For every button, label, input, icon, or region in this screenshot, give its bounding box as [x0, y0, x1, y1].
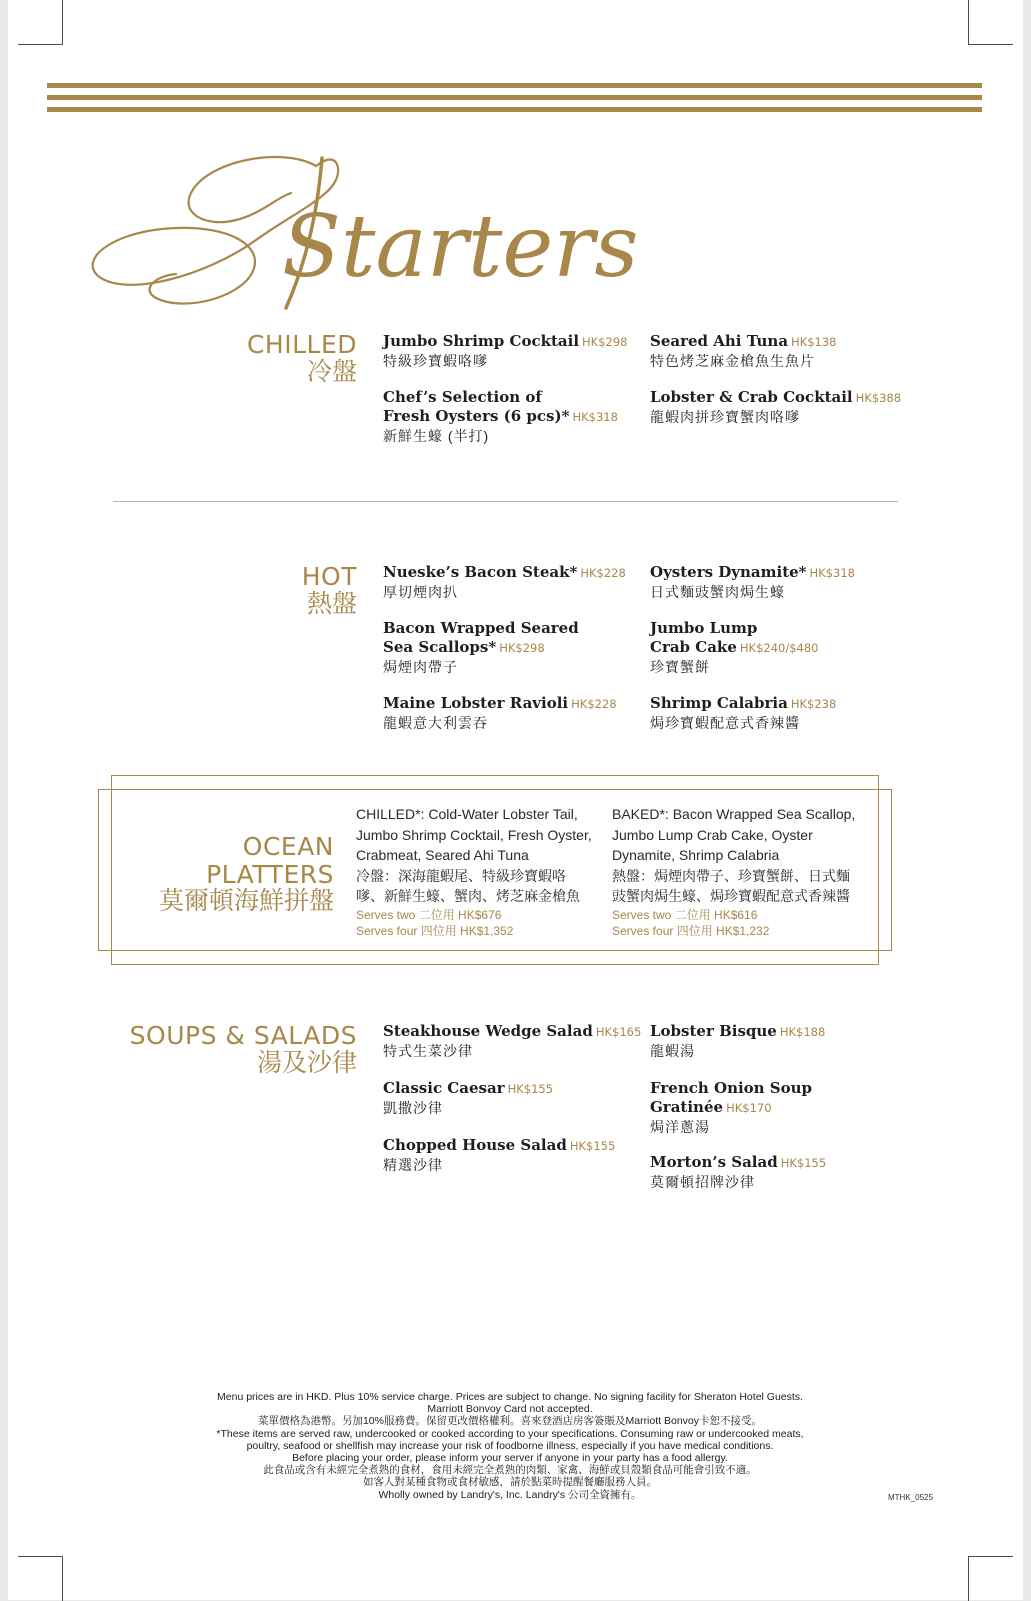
platter-chilled: [356, 804, 601, 939]
menu-item: [383, 1136, 615, 1174]
item-name-zh: 焗珍寶蝦配意式香辣醬: [650, 715, 800, 732]
menu-item: [383, 388, 618, 445]
item-name: French Onion Soup: [650, 1079, 813, 1097]
item-name: Seared Ahi Tuna: [650, 332, 789, 350]
platter-line-zh: 豉蟹肉焗生蠔、焗珍寶蝦配意式香辣醬: [612, 888, 850, 904]
platter-serves-two: Serves two 二位用 HK$616: [612, 907, 758, 922]
menu-item: [650, 1153, 826, 1191]
item-name-zh: 日式麵豉蟹肉焗生蠔: [650, 584, 785, 601]
menu-item: [383, 332, 628, 370]
starters-title: [86, 148, 639, 323]
item-price: HK$238: [790, 697, 837, 711]
section-label-en: SOUPS & SALADS: [129, 1021, 357, 1050]
item-name: Fresh Oysters (6 pcs)*: [383, 407, 570, 426]
footer-line: Wholly owned by Landry's, Inc. Landry's 公司全資擁有。: [378, 1488, 642, 1501]
platter-line: BAKED*: Bacon Wrapped Sea Scallop,: [612, 806, 856, 822]
item-name: Crab Cake: [650, 638, 737, 657]
crop-mark-bottom-right: [968, 1556, 1013, 1601]
item-price: HK$228: [571, 697, 617, 711]
item-name-zh: 龍蝦意大利雲吞: [383, 715, 488, 732]
header-rule: [47, 83, 982, 88]
menu-code: MTHK_0525: [888, 1493, 933, 1502]
menu-item: [650, 1079, 812, 1136]
item-name: Maine Lobster Ravioli: [383, 694, 569, 712]
platter-line: Jumbo Shrimp Cocktail, Fresh Oyster,: [356, 826, 592, 843]
item-name-zh: 莫爾頓招牌沙律: [650, 1174, 755, 1191]
platter-line: Crabmeat, Seared Ahi Tuna: [356, 847, 529, 863]
section-label-platters: [110, 833, 334, 916]
footer-line: *These items are served raw, undercooked or cooked according to your specifications. Consuming raw or undercooked meats,: [216, 1427, 804, 1440]
item-name-zh: 精選沙律: [383, 1157, 443, 1174]
item-price: HK$240/$480: [739, 641, 819, 656]
section-label-en: OCEAN PLATTERS: [206, 832, 334, 889]
item-name-zh: 厚切煙肉扒: [383, 584, 458, 601]
menu-item: [650, 332, 837, 370]
item-price: HK$318: [572, 410, 618, 425]
footer-line: poultry, seafood or shellfish may increase your risk of foodborne illness, especially if you have medical conditions.: [246, 1439, 774, 1452]
menu-item: [650, 1022, 825, 1060]
item-name-zh: 特式生菜沙律: [383, 1043, 473, 1060]
item-name: Jumbo Shrimp Cocktail: [383, 332, 580, 350]
item-price: HK$188: [779, 1025, 826, 1039]
platter-line: CHILLED*: Cold-Water Lobster Tail,: [356, 806, 578, 822]
item-name: Oysters Dynamite*: [650, 563, 807, 581]
platter-line: Dynamite, Shrimp Calabria: [612, 847, 780, 863]
item-price: HK$298: [582, 335, 628, 349]
platter-line: Jumbo Lump Crab Cake, Oyster: [612, 826, 813, 843]
item-name: Gratinée: [650, 1098, 724, 1117]
platter-baked: [612, 804, 874, 939]
item-name-zh: 珍寶蟹餅: [650, 659, 710, 676]
item-name: Sea Scallops*: [383, 638, 497, 657]
item-price: HK$155: [507, 1082, 554, 1096]
menu-item: [650, 563, 855, 601]
menu-item: [650, 388, 901, 426]
item-name-zh: 特色烤芝麻金槍魚生魚片: [650, 353, 815, 370]
item-name-zh: 焗煙肉帶子: [383, 659, 458, 676]
footer-line: Marriott Bonvoy Card not accepted.: [427, 1403, 593, 1416]
item-price: HK$155: [569, 1139, 616, 1153]
section-label-en: HOT: [301, 562, 357, 591]
section-label-hot: [200, 563, 357, 618]
item-price: HK$228: [580, 566, 626, 580]
item-name: Chopped House Salad: [383, 1136, 567, 1154]
section-label-chilled: [200, 331, 357, 386]
item-name-zh: 龍蝦湯: [650, 1043, 695, 1060]
platter-line-zh: 冷盤：深海龍蝦尾、特級珍寶蝦咯: [356, 867, 566, 884]
menu-item: [650, 694, 836, 732]
section-label-zh: 莫爾頓海鮮拼盤: [158, 887, 334, 915]
item-name: Jumbo Lump: [650, 619, 758, 637]
item-price: HK$165: [595, 1025, 642, 1039]
item-name: Classic Caesar: [383, 1079, 505, 1097]
menu-item: [383, 694, 617, 732]
section-label-zh: 冷盤: [306, 357, 357, 386]
menu-item: [650, 619, 818, 676]
item-name-zh: 特級珍寶蝦咯嗲: [383, 353, 488, 370]
section-divider: [113, 501, 898, 502]
item-name: Lobster & Crab Cocktail: [650, 388, 853, 406]
menu-item: [383, 563, 626, 601]
item-name: Chef’s Selection of: [383, 388, 542, 406]
platter-serves-four: Serves four 四位用 HK$1,352: [356, 923, 514, 938]
crop-mark-top-left: [18, 0, 63, 45]
item-name: Shrimp Calabria: [650, 694, 788, 712]
platter-serves-four: Serves four 四位用 HK$1,232: [612, 923, 770, 938]
item-name: Lobster Bisque: [650, 1022, 777, 1040]
platter-line-zh: 熱盤：焗煙肉帶子、珍寶蟹餅、日式麵: [612, 867, 850, 884]
item-name: Nueske’s Bacon Steak*: [383, 563, 578, 581]
section-label-en: CHILLED: [246, 330, 357, 359]
item-price: HK$298: [499, 641, 545, 656]
item-price: HK$318: [809, 566, 855, 580]
header-rule: [47, 95, 982, 100]
starters-title-text: Starters: [282, 197, 639, 297]
footer-line: 菜單價格為港幣。另加10%服務費。保留更改價格權利。喜來登酒店房客簽賬及Marriott Bonvoy卡恕不接受。: [257, 1415, 763, 1428]
footer-line: 如客人對某種食物或食材敏感，請於點菜時提醒餐廳服務人員。: [363, 1476, 657, 1489]
section-label-soups: [120, 1022, 357, 1077]
item-name: Steakhouse Wedge Salad: [383, 1022, 593, 1040]
section-label-zh: 湯及沙律: [256, 1048, 357, 1077]
platter-line-zh: 嗲、新鮮生蠔、蟹肉、烤芝麻金槍魚: [356, 888, 580, 904]
item-name: Morton’s Salad: [650, 1153, 778, 1171]
platter-serves-two: Serves two 二位用 HK$676: [356, 907, 502, 922]
item-name: Bacon Wrapped Seared: [383, 619, 579, 637]
footer-line: Before placing your order, please inform your server if anyone in your party has a food allergy.: [292, 1452, 728, 1465]
menu-item: [383, 1079, 553, 1117]
header-rule: [47, 107, 982, 112]
crop-mark-bottom-left: [18, 1556, 63, 1601]
item-name-zh: 凱撒沙律: [383, 1100, 443, 1117]
item-name-zh: 新鮮生蠔 (半打): [383, 428, 490, 445]
footer-line: 此食品或含有未經完全煮熟的食材，食用未經完全煮熟的肉類、家禽、海鮮或貝殼類食品可能會引致不適。: [263, 1464, 757, 1477]
footer-line: Menu prices are in HKD. Plus 10% service charge. Prices are subject to change. No signing facility for Sheraton Hotel Guests.: [217, 1391, 803, 1403]
menu-item: [383, 619, 579, 676]
footer-notes: [120, 1391, 900, 1501]
item-price: HK$155: [780, 1156, 827, 1170]
item-name-zh: 焗洋蔥湯: [650, 1119, 710, 1136]
section-label-zh: 熱盤: [306, 589, 357, 618]
item-price: HK$388: [855, 391, 902, 405]
item-price: HK$138: [791, 335, 837, 349]
crop-mark-top-right: [968, 0, 1013, 45]
item-price: HK$170: [726, 1101, 772, 1116]
item-name-zh: 龍蝦肉拼珍寶蟹肉咯嗲: [650, 409, 800, 426]
menu-item: [383, 1022, 641, 1060]
